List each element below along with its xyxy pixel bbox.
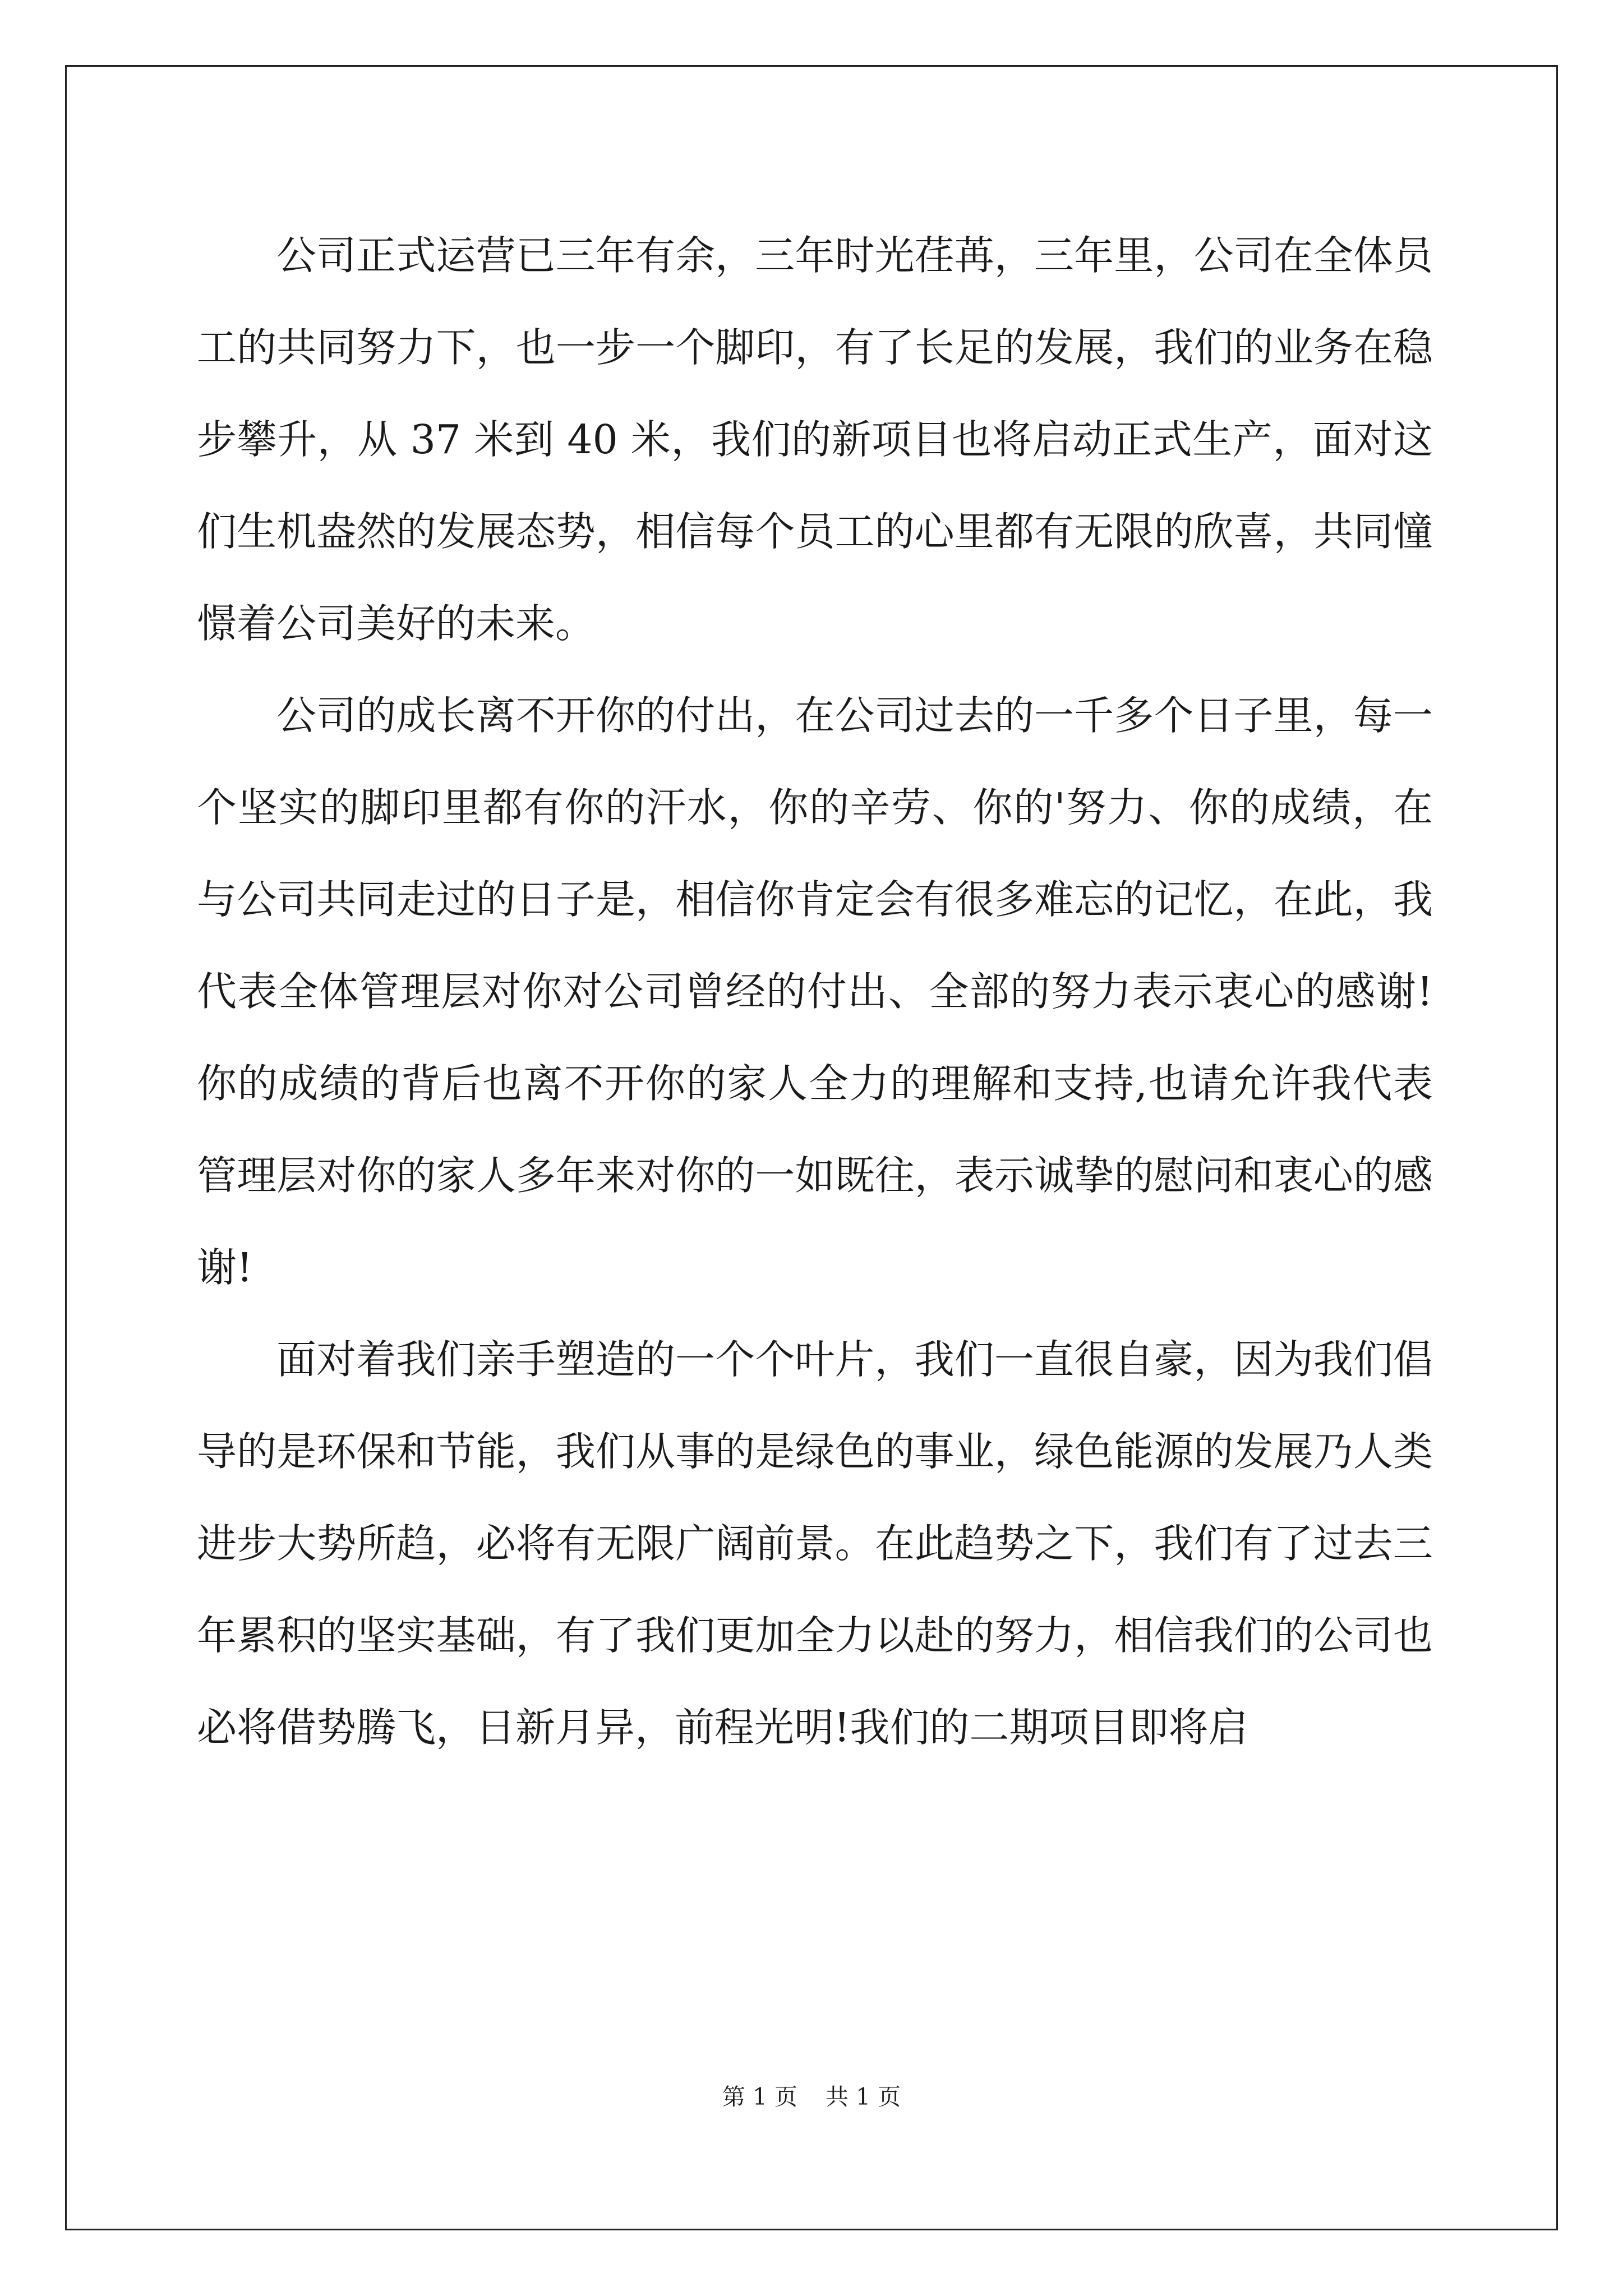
- paragraph: 面对着我们亲手塑造的一个个叶片，我们一直很自豪，因为我们倡导的是环保和节能，我们从事的是绿色的事业，绿色能源的发展乃人类进步大势所趋，必将有无限广阔前景。在此趋势之下，我们有了过去三年累积的坚实基础，有了我们更加全力以赴的努力，相信我们的公司也必将借势腾飞，日新月异，前程光明!我们的二期项目即将启: [197, 1336, 1433, 1751]
- paragraph: 公司正式运营已三年有余，三年时光荏苒，三年里，公司在全体员工的共同努力下，也一步一个脚印，有了长足的发展，我们的业务在稳步攀升，从 37 米到 40 米，我们的新项目也将启动正式生产，面对这们生机盎然的发展态势，相信每个员工的心里都有无限的欣喜，共同憧憬着公司美好的未来。: [197, 232, 1433, 647]
- page-footer: [0, 2080, 1623, 2114]
- document-body: [197, 210, 1433, 1774]
- paragraph: 公司的成长离不开你的付出，在公司过去的一千多个日子里，每一个坚实的脚印里都有你的汗水，你的辛劳、你的'努力、你的成绩，在与公司共同走过的日子是，相信你肯定会有很多难忘的记忆，在此，我代表全体管理层对你对公司曾经的付出、全部的努力表示衷心的感谢!你的成绩的背后也离不开你的家人全力的理解和支持,也请允许我代表管理层对你的家人多年来对你的一如既往，表示诚挚的慰问和衷心的感谢!: [197, 692, 1433, 1291]
- page-number: 第 1 页: [722, 2083, 797, 2110]
- page-count: 共 1 页: [826, 2083, 901, 2110]
